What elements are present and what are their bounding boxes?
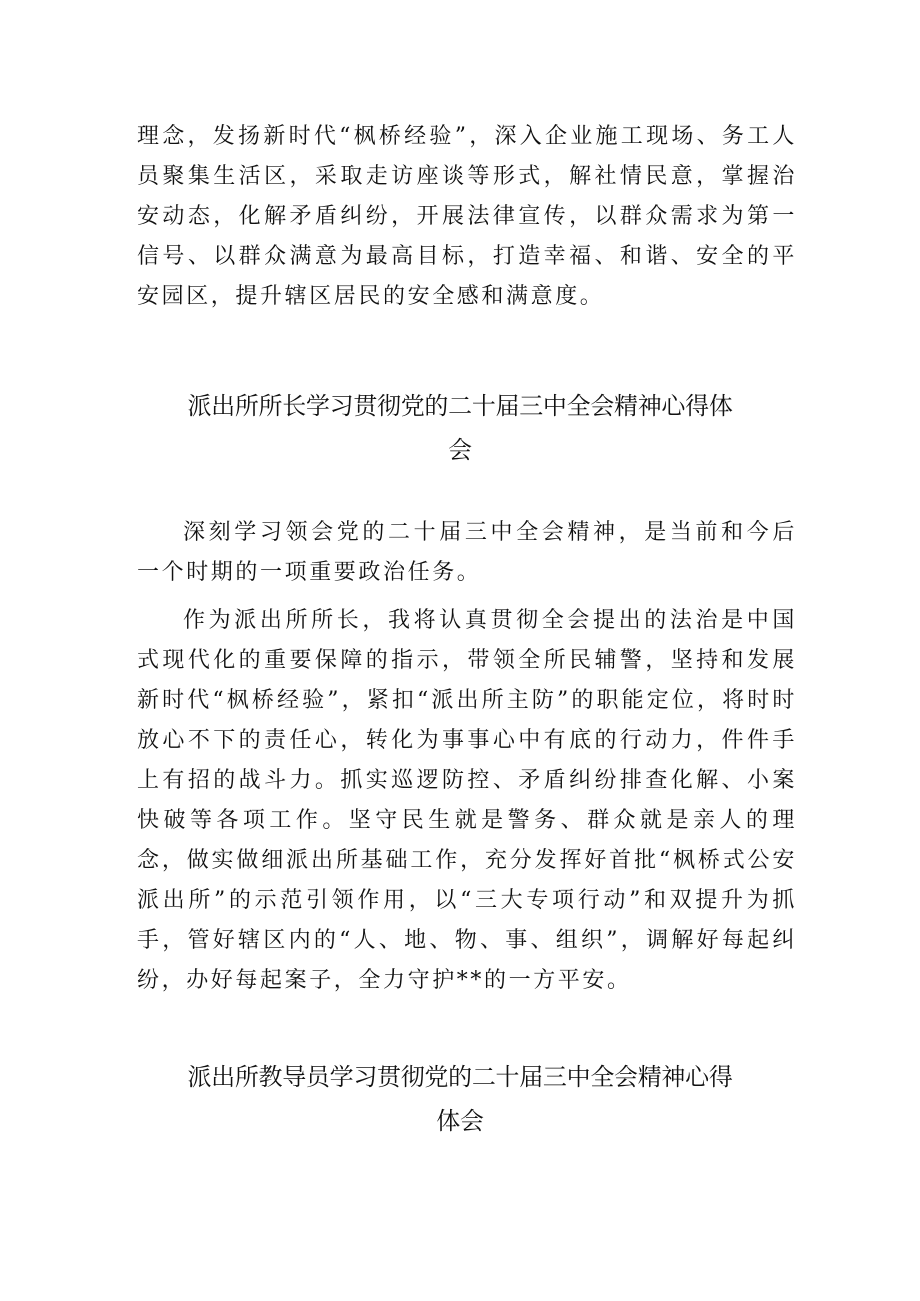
section-title-line-1: 派出所所长学习贯彻党的二十届三中全会精神心得体: [187, 392, 733, 420]
section-title-line-2: 体会: [436, 1107, 484, 1135]
section-title-line-2: 会: [448, 436, 472, 464]
section-title-line-1: 派出所教导员学习贯彻党的二十届三中全会精神心得: [187, 1063, 733, 1091]
section-paragraph-1: 深刻学习领会党的二十届三中全会精神，是当前和今后一个时期的一项重要政治任务。: [137, 520, 797, 585]
section-paragraph-2: 作为派出所所长，我将认真贯彻全会提出的法治是中国式现代化的重要保障的指示，带领全所民辅警，坚持和发展新时代“枫桥经验”，紧扣“派出所主防”的职能定位，将时时放心不下的责任心，转化为事事心中有底的行动力，件件手上有招的战斗力。抓实巡逻防控、矛盾纠纷排查化解、小案快破等各项工作。坚守民生就是警务、群众就是亲人的理念，做实做细派出所基础工作，充分发挥好首批“枫桥式公安派出所”的示范引领作用，以“三大专项行动”和双提升为抓手，管好辖区内的“人、地、物、事、组织”，调解好每起纠纷，办好每起案子，全力守护**的一方平安。: [137, 608, 797, 993]
section-title-instructor: [120, 1055, 800, 1143]
section-title-director: [120, 384, 800, 472]
continuation-paragraph: 理念，发扬新时代“枫桥经验”，深入企业施工现场、务工人员聚集生活区，采取走访座谈等形式，解社情民意，掌握治安动态，化解矛盾纠纷，开展法律宣传，以群众需求为第一信号、以群众满意为最高目标，打造幸福、和谐、安全的平安园区，提升辖区居民的安全感和满意度。: [137, 124, 797, 309]
